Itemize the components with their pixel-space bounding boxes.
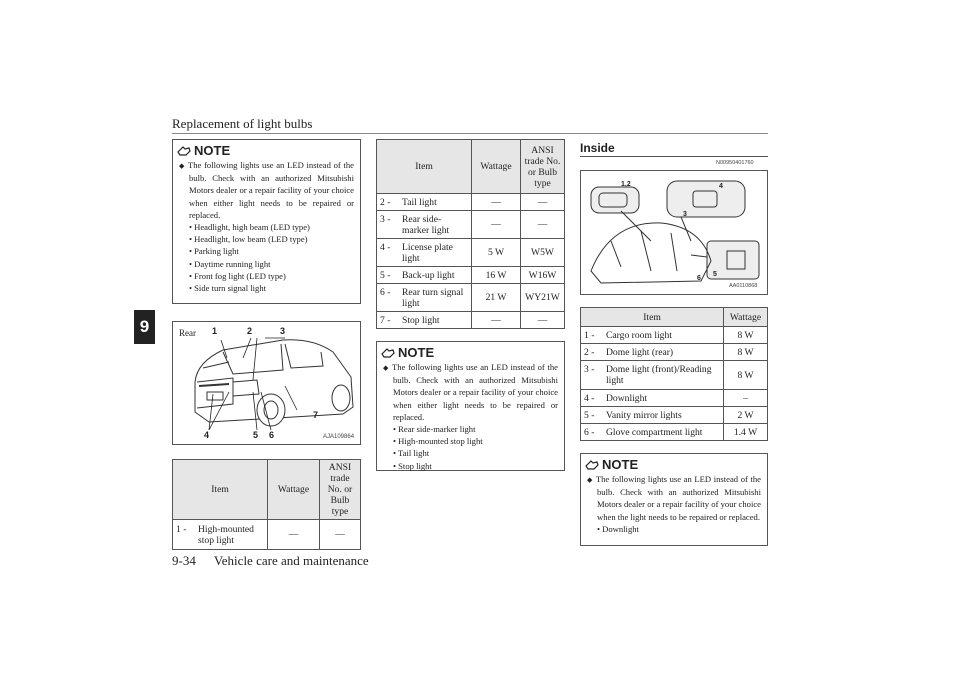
header-divider <box>172 133 768 134</box>
callout-1-2: 1,2 <box>621 181 631 188</box>
col-header-ansi: ANSI trade No. or Bulb type <box>521 140 565 194</box>
note-lead-text: ◆ The following lights use an LED instead of the bulb. Check with an authorized Mitsubishi Motors dealer or a repair facility of your choice when either light needs to be repaired or replaced. <box>179 159 354 221</box>
note-box-led-front <box>172 139 361 304</box>
callout-2: 2 <box>247 326 253 336</box>
suv-rear-illustration <box>173 322 360 444</box>
rear-lights-figure <box>172 321 361 445</box>
figure-code: AA0110868 <box>729 283 758 289</box>
table-row: 2 - Tail light — — <box>377 194 565 211</box>
note-label: NOTE <box>602 457 639 472</box>
interior-illustration <box>581 171 767 294</box>
note-lead-text: ◆ The following lights use an LED instead of the bulb. Check with an authorized Mitsubishi Motors dealer or a repair facility of your choice when the light needs to be repaired or replaced. <box>587 473 761 523</box>
callout-3: 3 <box>683 211 687 218</box>
note-hand-icon <box>585 459 599 471</box>
page-header-title: Replacement of light bulbs <box>172 116 313 131</box>
interior-lights-table <box>580 307 768 441</box>
section-underline <box>580 156 768 157</box>
note-lead-text: ◆ The following lights use an LED instead of the bulb. Check with an authorized Mitsubishi Motors dealer or a repair facility of your choice when either light needs to be repaired or replaced. <box>383 361 558 423</box>
note-label: NOTE <box>398 345 435 360</box>
col-header-item: Item <box>581 308 724 327</box>
table-row: 4 - Downlight – <box>581 390 768 407</box>
rear-lights-table-part1 <box>172 459 361 550</box>
note-item: • Parking light <box>189 246 239 257</box>
col-header-wattage: Wattage <box>724 308 768 327</box>
callout-5: 5 <box>253 430 259 440</box>
note-item: • Headlight, low beam (LED type) <box>189 234 308 245</box>
chapter-tab: 9 <box>134 310 155 344</box>
note-header <box>173 140 360 159</box>
table-row: 6 - Rear turn signal light 21 W WY21W <box>377 284 565 312</box>
section-ref-code: N00950401760 <box>716 160 754 166</box>
callout-1: 1 <box>212 326 218 336</box>
table-row: 3 - Dome light (front)/Reading light 8 W <box>581 361 768 390</box>
note-item: • High-mounted stop light <box>393 436 483 447</box>
callout-7: 7 <box>313 410 319 420</box>
note-header <box>581 454 767 473</box>
note-box-led-downlight <box>580 453 768 546</box>
table-row: 1 - Cargo room light 8 W <box>581 327 768 344</box>
interior-lights-figure <box>580 170 768 295</box>
note-label: NOTE <box>194 143 231 158</box>
section-title-inside: Inside <box>580 141 615 155</box>
col-header-ansi: ANSI trade No. or Bulb type <box>320 460 361 520</box>
note-item: • Daytime running light <box>189 258 271 269</box>
note-box-led-rear <box>376 341 565 471</box>
note-item: • Headlight, high beam (LED type) <box>189 222 310 233</box>
note-header <box>377 342 564 361</box>
note-hand-icon <box>177 145 191 157</box>
note-item: • Tail light <box>393 448 430 459</box>
note-hand-icon <box>381 347 395 359</box>
footer-section: Vehicle care and maintenance <box>213 553 369 568</box>
col-header-item: Item <box>377 140 472 194</box>
table-row: 1 - High-mounted stop light — — <box>173 520 361 550</box>
page-footer <box>172 553 369 569</box>
callout-3: 3 <box>280 326 286 336</box>
table-row: 4 - License plate light 5 W W5W <box>377 239 565 267</box>
page-number: 9-34 <box>172 553 196 568</box>
rear-lights-table-part2 <box>376 139 565 329</box>
col-header-wattage: Wattage <box>472 140 521 194</box>
note-item: • Downlight <box>597 523 639 534</box>
table-row: 2 - Dome light (rear) 8 W <box>581 344 768 361</box>
callout-4: 4 <box>719 183 723 190</box>
col-header-wattage: Wattage <box>268 460 320 520</box>
note-item: • Stop light <box>393 460 432 471</box>
note-item: • Rear side-marker light <box>393 424 476 435</box>
callout-4: 4 <box>204 430 210 440</box>
callout-5: 5 <box>713 271 717 278</box>
table-row: 5 - Vanity mirror lights 2 W <box>581 407 768 424</box>
table-row: 7 - Stop light — — <box>377 312 565 329</box>
note-item: • Side turn signal light <box>189 283 267 294</box>
callout-6: 6 <box>269 430 275 440</box>
table-row: 6 - Glove compartment light 1.4 W <box>581 424 768 441</box>
figure-code: AJA109864 <box>323 434 355 440</box>
note-item: • Front fog light (LED type) <box>189 270 286 281</box>
table-row: 5 - Back-up light 16 W W16W <box>377 267 565 284</box>
figure-label-rear: Rear <box>179 328 196 338</box>
col-header-item: Item <box>173 460 268 520</box>
table-row: 3 - Rear side-marker light — — <box>377 211 565 239</box>
callout-6: 6 <box>697 275 701 282</box>
